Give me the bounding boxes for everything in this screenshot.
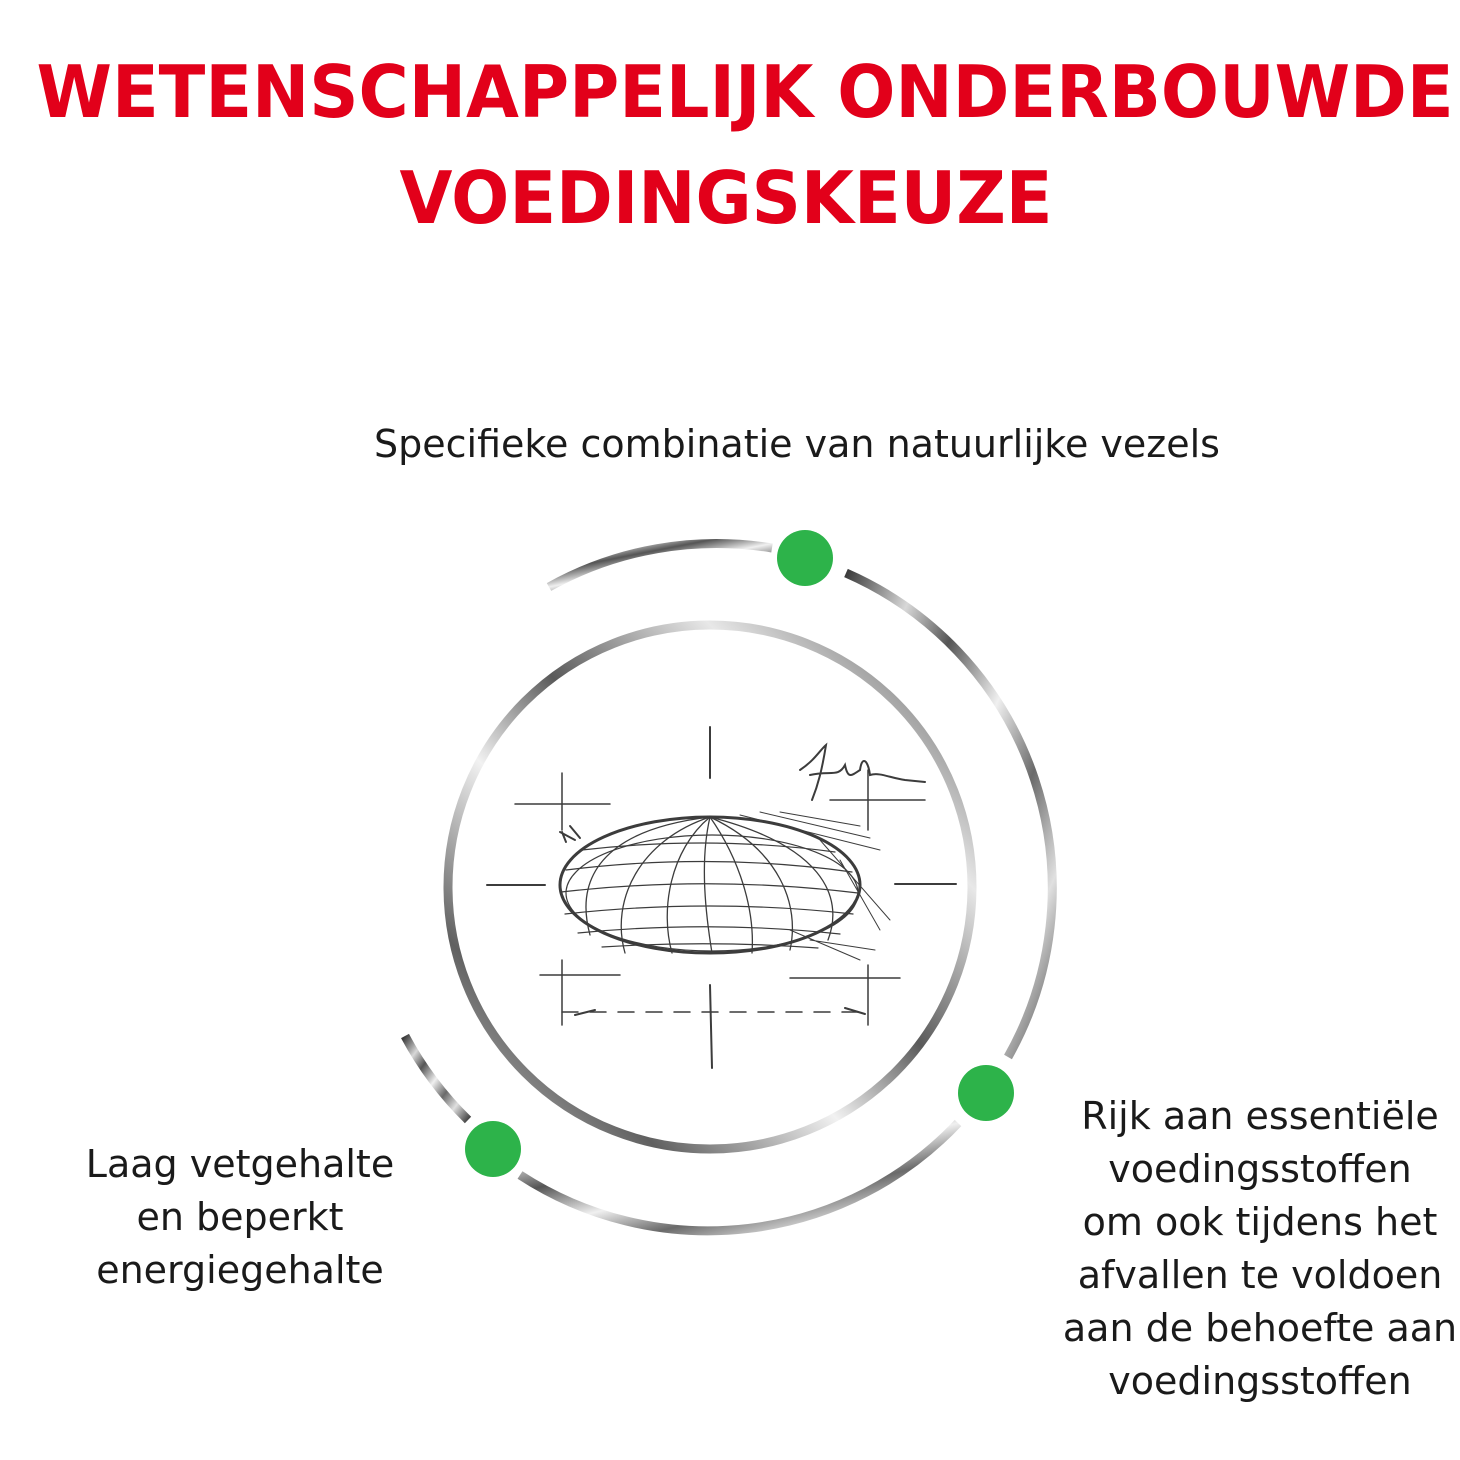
benefit-low-fat-line: energiegehalte	[96, 1248, 384, 1292]
green-dot-icon	[777, 530, 833, 586]
green-dot-icon	[958, 1065, 1014, 1121]
page-title-line-1: WETENSCHAPPELIJK ONDERBOUWDE	[36, 50, 1454, 134]
inner-ring	[448, 625, 972, 1149]
benefit-low-fat-line: Laag vetgehalte	[85, 1142, 395, 1186]
benefit-nutrients-line: om ook tijdens het	[1082, 1200, 1438, 1244]
page-title-line-2: VOEDINGSKEUZE	[399, 156, 1053, 240]
benefit-fibres-line: Specifieke combinatie van natuurlijke vezels	[374, 422, 1220, 466]
benefit-nutrients	[1040, 1090, 1460, 1408]
benefit-nutrients-line: voedingsstoffen	[1108, 1147, 1412, 1191]
kibble-sketch-icon	[487, 727, 956, 1068]
benefit-fibres	[334, 418, 1260, 471]
benefit-nutrients-line: voedingsstoffen	[1108, 1359, 1412, 1403]
benefit-nutrients-line: aan de behoefte aan	[1062, 1306, 1458, 1350]
benefit-nutrients-line: afvallen te voldoen	[1077, 1253, 1443, 1297]
green-dot-icon	[465, 1121, 521, 1177]
benefit-low-fat	[60, 1138, 420, 1297]
benefit-low-fat-line: en beperkt	[136, 1195, 344, 1239]
benefit-nutrients-line: Rijk aan essentiële	[1081, 1094, 1439, 1138]
